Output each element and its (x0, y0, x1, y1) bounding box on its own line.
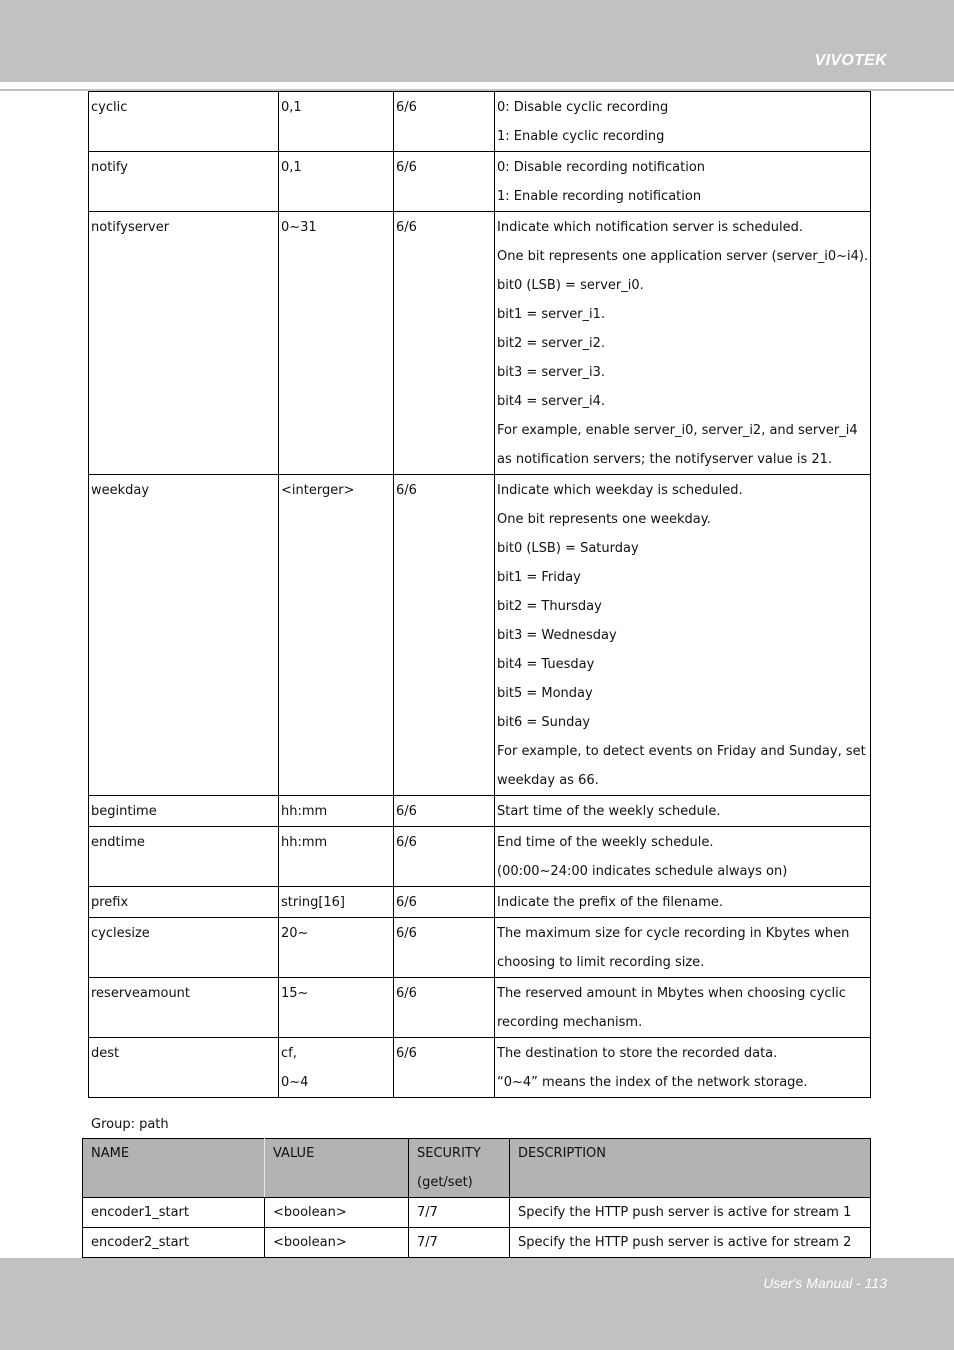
header-security (409, 1139, 510, 1198)
cell-description-line: Indicate the prefix of the filename. (497, 895, 723, 910)
table-row (83, 1198, 871, 1228)
cell-name: notifyserver (89, 212, 279, 475)
cell-value-line: hh:mm (281, 804, 328, 819)
cell-description-line: “0~4” means the index of the network storage. (497, 1075, 808, 1090)
cell-description-line: 0: Disable recording notification (497, 160, 706, 175)
cell-name: cyclesize (89, 918, 279, 978)
table-row (89, 918, 871, 978)
cell-value (279, 918, 394, 978)
cell-value (279, 827, 394, 887)
cell-name: begintime (89, 796, 279, 827)
cell-security: 6/6 (394, 1038, 495, 1098)
path-group-table (82, 1138, 871, 1258)
cell-value (279, 796, 394, 827)
cell-description (495, 212, 871, 475)
group-title: Group: path (91, 1117, 169, 1132)
cell-security: 6/6 (394, 918, 495, 978)
header-name: NAME (83, 1139, 265, 1198)
cell-name: dest (89, 1038, 279, 1098)
footer-band (0, 1258, 954, 1350)
cell-description-line: bit0 (LSB) = Saturday (497, 541, 639, 556)
cell-description-line: bit2 = Thursday (497, 599, 602, 614)
cell-value: <boolean> (265, 1198, 409, 1228)
table-row (89, 475, 871, 796)
cell-name: weekday (89, 475, 279, 796)
cell-value: <boolean> (265, 1228, 409, 1258)
cell-description-line: One bit represents one weekday. (497, 512, 711, 527)
cell-description (495, 887, 871, 918)
table-row (89, 1038, 871, 1098)
cell-value (279, 212, 394, 475)
cell-value (279, 475, 394, 796)
cell-value-line: 0,1 (281, 160, 302, 175)
cell-security: 6/6 (394, 92, 495, 152)
cell-description-line: One bit represents one application server (server_i0~i4). (497, 249, 869, 264)
cell-description-line: For example, to detect events on Friday and Sunday, set (497, 744, 866, 759)
cell-description (495, 796, 871, 827)
cell-description-line: (00:00~24:00 indicates schedule always on) (497, 864, 788, 879)
cell-description (495, 92, 871, 152)
cell-value-line: 15~ (281, 986, 309, 1001)
cell-description-line: bit5 = Monday (497, 686, 593, 701)
cell-description-line: bit6 = Sunday (497, 715, 591, 730)
table-row (89, 92, 871, 152)
cell-description-line: weekday as 66. (497, 773, 599, 788)
cell-name: reserveamount (89, 978, 279, 1038)
cell-security: 6/6 (394, 475, 495, 796)
table-row (89, 887, 871, 918)
cell-description-line: The destination to store the recorded data. (497, 1046, 778, 1061)
cell-description-line: as notification servers; the notifyserver value is 21. (497, 452, 833, 467)
cell-name: prefix (89, 887, 279, 918)
cell-description (495, 978, 871, 1038)
cell-name: endtime (89, 827, 279, 887)
cell-security: 6/6 (394, 212, 495, 475)
cell-security: 6/6 (394, 796, 495, 827)
cell-name: notify (89, 152, 279, 212)
cell-value-line: hh:mm (281, 835, 328, 850)
cell-value (279, 1038, 394, 1098)
cell-description-line: bit0 (LSB) = server_i0. (497, 278, 644, 293)
cell-description (495, 827, 871, 887)
cell-description-line: bit3 = Wednesday (497, 628, 617, 643)
cell-security: 6/6 (394, 827, 495, 887)
cell-description-line: bit3 = server_i3. (497, 365, 606, 380)
cell-description-line: The reserved amount in Mbytes when choosing cyclic (497, 986, 846, 1001)
cell-value-line: 0,1 (281, 100, 302, 115)
cell-description-line: bit4 = Tuesday (497, 657, 595, 672)
cell-description-line: bit1 = Friday (497, 570, 581, 585)
cell-value-line: 0~31 (281, 220, 317, 235)
cell-description-line: bit4 = server_i4. (497, 394, 606, 409)
parameter-table (88, 91, 871, 1098)
header-description: DESCRIPTION (510, 1139, 871, 1198)
cell-description (495, 475, 871, 796)
cell-description-line: 0: Disable cyclic recording (497, 100, 669, 115)
cell-description-line: bit1 = server_i1. (497, 307, 606, 322)
cell-value-line: 0~4 (281, 1075, 309, 1090)
cell-value-line: 20~ (281, 926, 309, 941)
table-row (83, 1228, 871, 1258)
header-security-line: (get/set) (417, 1175, 473, 1190)
table-row (89, 152, 871, 212)
cell-name: cyclic (89, 92, 279, 152)
cell-description-line: The maximum size for cycle recording in Kbytes when (497, 926, 850, 941)
cell-security: 6/6 (394, 152, 495, 212)
cell-description-line: End time of the weekly schedule. (497, 835, 714, 850)
cell-description (495, 152, 871, 212)
cell-description-line: Indicate which notification server is scheduled. (497, 220, 803, 235)
cell-value-line: cf, (281, 1046, 297, 1061)
cell-security: 6/6 (394, 887, 495, 918)
cell-name: encoder1_start (83, 1198, 265, 1228)
cell-value-line: string[16] (281, 895, 346, 910)
cell-description-line: recording mechanism. (497, 1015, 643, 1030)
cell-description-line: 1: Enable cyclic recording (497, 129, 665, 144)
table-row (89, 796, 871, 827)
cell-description-line: 1: Enable recording notification (497, 189, 702, 204)
cell-description: Specify the HTTP push server is active for stream 1 (510, 1198, 871, 1228)
cell-description-line: Start time of the weekly schedule. (497, 804, 721, 819)
cell-description (495, 1038, 871, 1098)
cell-description-line: For example, enable server_i0, server_i2, and server_i4 (497, 423, 858, 438)
table-row (89, 827, 871, 887)
header-value: VALUE (265, 1139, 409, 1198)
cell-value (279, 887, 394, 918)
cell-name: encoder2_start (83, 1228, 265, 1258)
cell-security: 6/6 (394, 978, 495, 1038)
cell-description: Specify the HTTP push server is active for stream 2 (510, 1228, 871, 1258)
cell-description-line: bit2 = server_i2. (497, 336, 606, 351)
table-row (89, 212, 871, 475)
cell-value (279, 978, 394, 1038)
page-number-label: User's Manual - 113 (763, 1275, 887, 1291)
table-header-row (83, 1139, 871, 1198)
header-band (0, 0, 954, 82)
cell-value (279, 152, 394, 212)
brand-logo-text: VIVOTEK (814, 52, 887, 69)
table-row (89, 978, 871, 1038)
cell-security: 7/7 (409, 1228, 510, 1258)
cell-security: 7/7 (409, 1198, 510, 1228)
cell-description-line: choosing to limit recording size. (497, 955, 705, 970)
cell-value-line: <interger> (281, 483, 355, 498)
header-security-line: SECURITY (417, 1146, 481, 1161)
cell-description-line: Indicate which weekday is scheduled. (497, 483, 743, 498)
cell-value (279, 92, 394, 152)
cell-description (495, 918, 871, 978)
